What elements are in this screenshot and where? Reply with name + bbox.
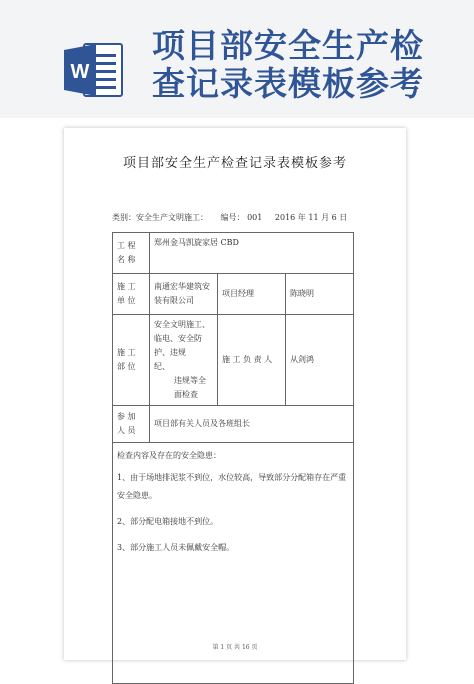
document-title: 项目部安全生产检查记录表模板参考 <box>122 156 347 171</box>
contractor-label: 施 工 单 位 <box>113 274 150 315</box>
dept-label: 施 工 部 位 <box>113 315 150 406</box>
banner-title <box>152 27 470 103</box>
responsible-value: 从剑鸿 <box>286 315 354 406</box>
manager-label: 项目经理 <box>218 274 286 315</box>
project-name-value: 郑州金马凯旋家居 CBD <box>150 233 354 274</box>
page-footer: 第 1 页 共 16 页 <box>212 644 258 651</box>
row-dept <box>113 315 354 406</box>
meta-date: 2016 年 11 月 6 日 <box>274 213 348 222</box>
banner-title-line2: 查记录表模板参考 <box>152 64 424 103</box>
findings-heading: 检查内容及存在的安全隐患： <box>117 451 221 460</box>
word-logo-letter: W <box>70 61 90 83</box>
finding-item-3: 3、部分施工人员未佩戴安全帽。 <box>117 543 235 552</box>
banner <box>0 0 474 118</box>
contractor-value: 南通宏华建筑安装有限公司 <box>150 274 218 315</box>
row-participants <box>113 406 354 443</box>
participants-value: 项目部有关人员及各班组长 <box>150 406 354 443</box>
participants-label: 参 加 人 员 <box>113 406 150 443</box>
row-contractor <box>113 274 354 315</box>
manager-value: 陈晓明 <box>286 274 354 315</box>
word-document-icon <box>62 38 126 102</box>
meta-number: 编号： 001 <box>220 213 263 222</box>
responsible-label: 施 工 负 责 人 <box>218 315 286 406</box>
banner-title-line1: 项目部安全生产检 <box>152 26 424 65</box>
finding-item-2: 2、部分配电箱接地不到位。 <box>117 517 219 526</box>
project-name-label: 工 程 名 称 <box>113 233 150 274</box>
dept-value-line1: 安全文明施工、临电、安全防护、违规 <box>154 320 210 357</box>
dept-value <box>150 315 218 406</box>
dept-value-line3: 违规等全面检查 <box>174 376 206 399</box>
row-project <box>113 233 354 274</box>
inspection-form <box>112 232 354 684</box>
dept-value-line2: 纪、 <box>154 362 170 371</box>
document-meta <box>112 212 357 223</box>
document-page <box>64 128 406 660</box>
finding-item-1: 1、由于场地排泥浆不到位，水位较高，导致部分分配箱存在严重安全隐患。 <box>117 473 347 500</box>
meta-category: 类别：安全生产文明施工： <box>112 213 208 222</box>
